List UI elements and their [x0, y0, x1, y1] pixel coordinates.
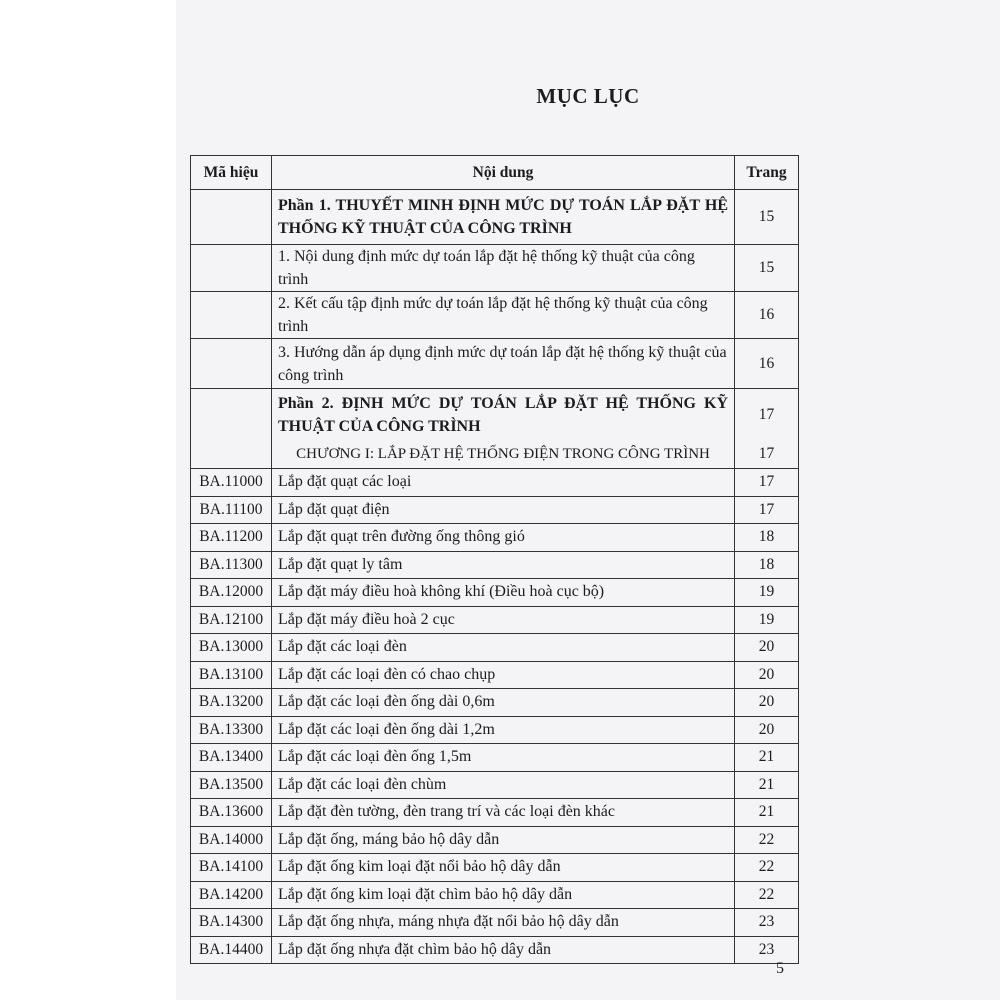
row-page: 19: [735, 579, 799, 607]
table-row: [191, 716, 799, 744]
row-content: Lắp đặt ống kim loại đặt nổi bảo hộ dây dẫn: [272, 854, 735, 882]
table-row: [191, 881, 799, 909]
part-heading: Phần 2. ĐỊNH MỨC DỰ TOÁN LẮP ĐẶT HỆ THỐNG KỸ THUẬT CỦA CÔNG TRÌNH: [272, 389, 735, 441]
row-content: Lắp đặt đèn tường, đèn trang trí và các loại đèn khác: [272, 799, 735, 827]
row-page: 21: [735, 744, 799, 772]
row-code: [191, 292, 272, 339]
row-content: Lắp đặt quạt trên đường ống thông gió: [272, 524, 735, 552]
page-number: 5: [776, 960, 784, 977]
row-code: BA.14200: [191, 881, 272, 909]
row-page: 20: [735, 634, 799, 662]
row-page: 17: [735, 389, 799, 441]
table-row: [191, 771, 799, 799]
toc-table: [190, 155, 799, 964]
table-row: [191, 634, 799, 662]
row-code: BA.13000: [191, 634, 272, 662]
row-content: Lắp đặt quạt ly tâm: [272, 551, 735, 579]
table-row: [191, 524, 799, 552]
row-content: 1. Nội dung định mức dự toán lắp đặt hệ thống kỹ thuật của công trình: [272, 245, 735, 292]
row-code: BA.14100: [191, 854, 272, 882]
row-page: 17: [735, 496, 799, 524]
table-row: [191, 551, 799, 579]
row-page: 18: [735, 551, 799, 579]
row-content: Lắp đặt ống nhựa đặt chìm bảo hộ dây dẫn: [272, 936, 735, 964]
row-page: 20: [735, 716, 799, 744]
row-code: BA.11300: [191, 551, 272, 579]
table-row: [191, 441, 799, 469]
row-page: 21: [735, 799, 799, 827]
table-header-row: [191, 156, 799, 190]
row-code: [191, 190, 272, 245]
page-title: MỤC LỤC: [536, 84, 640, 108]
row-code: BA.13500: [191, 771, 272, 799]
row-code: [191, 339, 272, 389]
table-row: [191, 579, 799, 607]
row-content: Lắp đặt máy điều hoà không khí (Điều hoà cục bộ): [272, 579, 735, 607]
row-page: 20: [735, 661, 799, 689]
row-page: 18: [735, 524, 799, 552]
row-page: 20: [735, 689, 799, 717]
row-content: Lắp đặt các loại đèn chùm: [272, 771, 735, 799]
document-page: [176, 0, 1000, 1000]
table-row: [191, 245, 799, 292]
table-row: [191, 661, 799, 689]
table-row: [191, 606, 799, 634]
row-content: Lắp đặt các loại đèn ống dài 1,2m: [272, 716, 735, 744]
row-code: BA.11200: [191, 524, 272, 552]
row-content: Lắp đặt các loại đèn: [272, 634, 735, 662]
row-code: [191, 245, 272, 292]
row-code: BA.13100: [191, 661, 272, 689]
row-code: BA.13300: [191, 716, 272, 744]
row-content: Lắp đặt ống kim loại đặt chìm bảo hộ dây dẫn: [272, 881, 735, 909]
row-code: [191, 389, 272, 469]
row-content: 2. Kết cấu tập định mức dự toán lắp đặt hệ thống kỹ thuật của công trình: [272, 292, 735, 339]
table-row: [191, 854, 799, 882]
row-code: BA.13200: [191, 689, 272, 717]
row-code: BA.11000: [191, 469, 272, 497]
row-page: 15: [735, 190, 799, 245]
row-page: 17: [735, 469, 799, 497]
header-page: Trang: [735, 156, 799, 190]
row-page: 23: [735, 936, 799, 964]
table-row: [191, 496, 799, 524]
row-page: 22: [735, 826, 799, 854]
row-page: 17: [735, 441, 799, 469]
row-content: Lắp đặt quạt các loại: [272, 469, 735, 497]
table-row: [191, 744, 799, 772]
row-page: 16: [735, 292, 799, 339]
row-content: Lắp đặt các loại đèn ống 1,5m: [272, 744, 735, 772]
table-row: [191, 339, 799, 389]
table-row: [191, 936, 799, 964]
row-content: Lắp đặt quạt điện: [272, 496, 735, 524]
row-page: 22: [735, 881, 799, 909]
part-heading: Phần 1. THUYẾT MINH ĐỊNH MỨC DỰ TOÁN LẮP ĐẶT HỆ THỐNG KỸ THUẬT CỦA CÔNG TRÌNH: [272, 190, 735, 245]
table-row: [191, 909, 799, 937]
row-page: 15: [735, 245, 799, 292]
table-row: [191, 689, 799, 717]
header-code: Mã hiệu: [191, 156, 272, 190]
chapter-heading: CHƯƠNG I: LẮP ĐẶT HỆ THỐNG ĐIỆN TRONG CÔNG TRÌNH: [272, 441, 735, 469]
row-code: BA.14300: [191, 909, 272, 937]
row-code: BA.14400: [191, 936, 272, 964]
row-page: 19: [735, 606, 799, 634]
row-code: BA.13400: [191, 744, 272, 772]
table-row: [191, 292, 799, 339]
row-code: BA.12100: [191, 606, 272, 634]
row-content: Lắp đặt các loại đèn có chao chụp: [272, 661, 735, 689]
row-code: BA.13600: [191, 799, 272, 827]
row-code: BA.14000: [191, 826, 272, 854]
table-row: [191, 799, 799, 827]
table-row: [191, 469, 799, 497]
row-code: BA.12000: [191, 579, 272, 607]
table-row: [191, 190, 799, 245]
row-code: BA.11100: [191, 496, 272, 524]
row-content: Lắp đặt ống nhựa, máng nhựa đặt nổi bảo hộ dây dẫn: [272, 909, 735, 937]
row-content: Lắp đặt các loại đèn ống dài 0,6m: [272, 689, 735, 717]
table-row: [191, 389, 799, 441]
row-content: Lắp đặt ống, máng bảo hộ dây dẫn: [272, 826, 735, 854]
row-page: 16: [735, 339, 799, 389]
row-content: 3. Hướng dẫn áp dụng định mức dự toán lắp đặt hệ thống kỹ thuật của công trình: [272, 339, 735, 389]
row-page: 23: [735, 909, 799, 937]
header-content: Nội dung: [272, 156, 735, 190]
row-page: 22: [735, 854, 799, 882]
table-row: [191, 826, 799, 854]
row-page: 21: [735, 771, 799, 799]
row-content: Lắp đặt máy điều hoà 2 cục: [272, 606, 735, 634]
